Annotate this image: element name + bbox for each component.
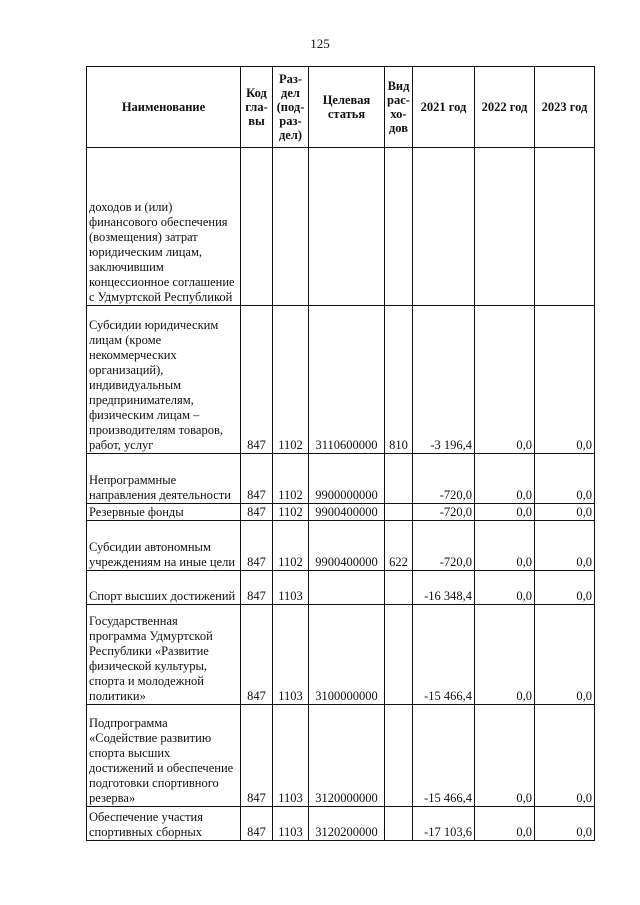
- table-header-row: [87, 67, 595, 148]
- row-vid: 622: [385, 521, 413, 571]
- table-row: [87, 705, 595, 807]
- row-name: Обеспечение участия спортивных сборных: [87, 807, 241, 841]
- row-kod: 847: [241, 521, 273, 571]
- row-kod: 847: [241, 605, 273, 705]
- row-2021: -15 466,4: [413, 705, 475, 807]
- row-name: Подпрограмма «Содействие развитию спорта высших достижений и обеспечение подготовки спортивного резерва»: [87, 705, 241, 807]
- row-razdel: 1103: [273, 705, 309, 807]
- row-2022: 0,0: [475, 605, 535, 705]
- row-celevaya: 3100000000: [309, 605, 385, 705]
- row-vid: [385, 807, 413, 841]
- row-2021: -17 103,6: [413, 807, 475, 841]
- row-2023: 0,0: [535, 571, 595, 605]
- row-name: Резервные фонды: [87, 504, 241, 521]
- row-name: доходов и (или) финансового обеспечения (возмещения) затрат юридическим лицам, заключившим концессионное соглашение с Удмуртской Республикой: [87, 148, 241, 306]
- row-vid: 810: [385, 306, 413, 454]
- table-row: [87, 571, 595, 605]
- row-razdel: 1102: [273, 504, 309, 521]
- row-2023: 0,0: [535, 454, 595, 504]
- row-vid: [385, 605, 413, 705]
- row-kod: 847: [241, 705, 273, 807]
- row-razdel: 1102: [273, 306, 309, 454]
- row-2022: 0,0: [475, 521, 535, 571]
- row-celevaya: 3120000000: [309, 705, 385, 807]
- row-2023: 0,0: [535, 807, 595, 841]
- row-celevaya: 9900400000: [309, 521, 385, 571]
- row-2022: 0,0: [475, 807, 535, 841]
- row-2023: 0,0: [535, 521, 595, 571]
- row-kod: 847: [241, 454, 273, 504]
- table-row: [87, 605, 595, 705]
- row-2022: [475, 148, 535, 306]
- table-row: [87, 521, 595, 571]
- row-2021: -720,0: [413, 454, 475, 504]
- row-kod: 847: [241, 571, 273, 605]
- row-vid: [385, 705, 413, 807]
- row-name: Государственная программа Удмуртской Республики «Развитие физической культуры, спорта и молодежной политики»: [87, 605, 241, 705]
- row-celevaya: 3110600000: [309, 306, 385, 454]
- row-name: Спорт высших достижений: [87, 571, 241, 605]
- row-razdel: 1102: [273, 521, 309, 571]
- row-2021: -3 196,4: [413, 306, 475, 454]
- table-row: [87, 504, 595, 521]
- row-2023: 0,0: [535, 504, 595, 521]
- row-2022: 0,0: [475, 454, 535, 504]
- header-celevaya: Целевая статья: [309, 67, 385, 148]
- header-kod: Код гла- вы: [241, 67, 273, 148]
- row-celevaya: [309, 148, 385, 306]
- row-name: Субсидии автономным учреждениям на иные цели: [87, 521, 241, 571]
- header-name: Наименование: [87, 67, 241, 148]
- row-2021: -720,0: [413, 504, 475, 521]
- row-name: Непрограммные направления деятельности: [87, 454, 241, 504]
- row-razdel: [273, 148, 309, 306]
- row-celevaya: [309, 571, 385, 605]
- table-row: [87, 148, 595, 306]
- row-2022: 0,0: [475, 504, 535, 521]
- row-vid: [385, 148, 413, 306]
- header-2022: 2022 год: [475, 67, 535, 148]
- table-row: [87, 454, 595, 504]
- row-2022: 0,0: [475, 306, 535, 454]
- row-razdel: 1103: [273, 807, 309, 841]
- row-2021: [413, 148, 475, 306]
- row-kod: [241, 148, 273, 306]
- table-row: [87, 306, 595, 454]
- row-kod: 847: [241, 807, 273, 841]
- row-vid: [385, 504, 413, 521]
- row-2022: 0,0: [475, 705, 535, 807]
- page-number: 125: [310, 36, 330, 51]
- row-2023: [535, 148, 595, 306]
- row-kod: 847: [241, 306, 273, 454]
- header-razdel: Раз- дел (под- раз- дел): [273, 67, 309, 148]
- row-name: Субсидии юридическим лицам (кроме некоммерческих организаций), индивидуальным предпринимателям, физическим лицам – производителям товаров, работ, услуг: [87, 306, 241, 454]
- row-2021: -720,0: [413, 521, 475, 571]
- row-2023: 0,0: [535, 306, 595, 454]
- row-2023: 0,0: [535, 705, 595, 807]
- row-razdel: 1103: [273, 571, 309, 605]
- row-razdel: 1102: [273, 454, 309, 504]
- header-2021: 2021 год: [413, 67, 475, 148]
- row-vid: [385, 454, 413, 504]
- row-2023: 0,0: [535, 605, 595, 705]
- header-vid: Вид рас- хо- дов: [385, 67, 413, 148]
- row-2021: -16 348,4: [413, 571, 475, 605]
- row-celevaya: 9900400000: [309, 504, 385, 521]
- header-2023: 2023 год: [535, 67, 595, 148]
- row-celevaya: 9900000000: [309, 454, 385, 504]
- row-kod: 847: [241, 504, 273, 521]
- budget-table: [86, 66, 595, 841]
- row-2022: 0,0: [475, 571, 535, 605]
- row-razdel: 1103: [273, 605, 309, 705]
- table-row: [87, 807, 595, 841]
- row-celevaya: 3120200000: [309, 807, 385, 841]
- row-vid: [385, 571, 413, 605]
- row-2021: -15 466,4: [413, 605, 475, 705]
